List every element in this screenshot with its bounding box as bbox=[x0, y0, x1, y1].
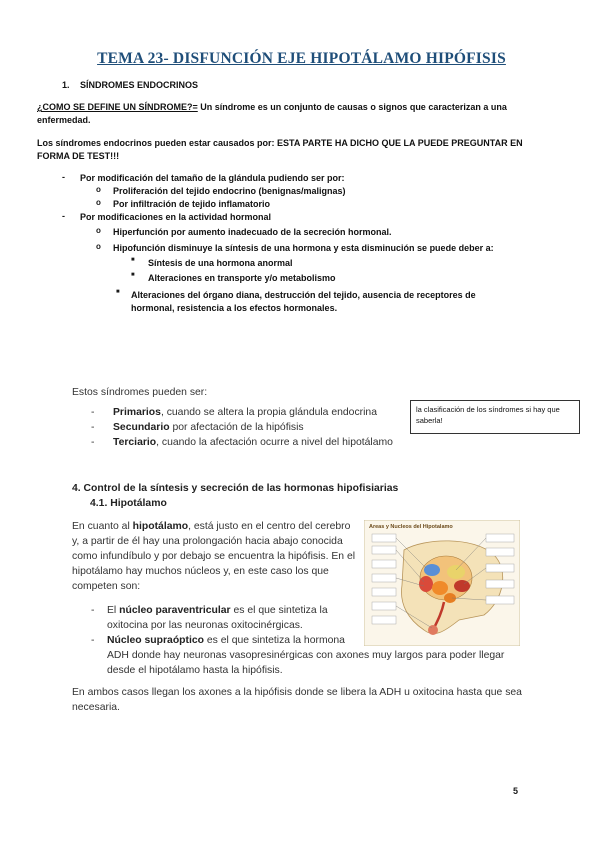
type-desc: por afectación de la hipófisis bbox=[169, 422, 304, 433]
causes-line: FORMA DE TEST!!! bbox=[37, 151, 120, 161]
section-1-heading bbox=[62, 79, 198, 92]
text-run: El bbox=[107, 605, 120, 616]
square-bullet: ■ bbox=[131, 257, 135, 263]
square-bullet: ■ bbox=[131, 272, 135, 278]
dash-bullet: - bbox=[91, 437, 95, 448]
figure-title: Areas y Nucleos del Hipotalamo bbox=[369, 524, 453, 530]
text-line: En ambos casos llegan los axones a la hipófisis donde se libera la ADH u oxitocina hasta que sea bbox=[72, 687, 522, 698]
list-item: Alteraciones en transporte y/o metabolismo bbox=[148, 273, 336, 283]
list-item: Por modificación del tamaño de la glándula pudiendo ser por: bbox=[80, 173, 345, 183]
list-item: Por modificaciones en la actividad hormonal bbox=[80, 212, 272, 222]
text-line: como infundíbulo y por debajo se encuentra la hipófisis. En el bbox=[72, 551, 356, 562]
types-intro: Estos síndromes pueden ser: bbox=[72, 387, 208, 398]
type-item-primary bbox=[113, 405, 377, 420]
section-4-1-heading: 4.1. Hipotálamo bbox=[90, 498, 167, 509]
definition-question: ¿COMO SE DEFINE UN SÍNDROME?= bbox=[37, 102, 198, 112]
section-number: 1. bbox=[62, 80, 70, 90]
text-run: es el que sintetiza la bbox=[230, 605, 328, 616]
text-line: y, a partir de él hay una prolongación hacia abajo conocida bbox=[72, 536, 343, 547]
hypothalamus-paragraph bbox=[72, 519, 358, 594]
list-item bbox=[131, 289, 571, 315]
circle-bullet: o bbox=[96, 185, 101, 194]
definition-answer-cont: enfermedad. bbox=[37, 115, 91, 125]
dash-bullet: - bbox=[62, 211, 65, 221]
page-number: 5 bbox=[513, 786, 519, 796]
circle-bullet: o bbox=[96, 226, 101, 235]
hypothalamus-figure bbox=[364, 520, 520, 646]
dash-bullet: - bbox=[91, 422, 95, 433]
type-item-secondary bbox=[113, 420, 304, 435]
section-4-heading: 4. Control de la síntesis y secreción de las hormonas hipofisiarias bbox=[72, 483, 399, 494]
type-name: Terciario bbox=[113, 437, 157, 448]
text-line: desde el hipotálamo hasta la hipófisis. bbox=[107, 665, 283, 676]
page-title: TEMA 23- DISFUNCIÓN EJE HIPOTÁLAMO HIPÓFISIS bbox=[97, 50, 506, 67]
text-run-bold: hipotálamo bbox=[132, 521, 189, 532]
paraventricular-item bbox=[107, 603, 357, 633]
section-title: SÍNDROMES ENDOCRINOS bbox=[80, 80, 199, 90]
list-item-line: Alteraciones del órgano diana, destrucción del tejido, ausencia de receptores de bbox=[131, 290, 476, 300]
definition-paragraph bbox=[37, 101, 567, 127]
circle-bullet: o bbox=[96, 242, 101, 251]
text-line: competen son: bbox=[72, 581, 141, 592]
text-run-bold: núcleo paraventricular bbox=[119, 605, 231, 616]
type-desc: , cuando se altera la propia glándula endocrina bbox=[160, 407, 377, 418]
note-box: la clasificación de los síndromes si hay que saberla! bbox=[410, 400, 580, 434]
text-line: ADH donde hay neuronas vasopresinérgicas con axones muy largos para poder llegar bbox=[107, 650, 505, 661]
dash-bullet: - bbox=[62, 172, 65, 182]
text-run-bold: Núcleo supraóptico bbox=[107, 635, 204, 646]
definition-answer: Un síndrome es un conjunto de causas o signos que caracterizan a una bbox=[200, 102, 507, 112]
list-item: Síntesis de una hormona anormal bbox=[148, 258, 293, 268]
text-run: , está justo en el centro del cerebro bbox=[188, 521, 351, 532]
final-paragraph bbox=[72, 685, 572, 715]
dash-bullet: - bbox=[91, 407, 95, 418]
type-name: Primarios bbox=[113, 407, 161, 418]
list-item: Proliferación del tejido endocrino (benignas/malignas) bbox=[113, 186, 346, 196]
dash-bullet: - bbox=[91, 605, 95, 616]
text-run: En cuanto al bbox=[72, 521, 133, 532]
causes-paragraph bbox=[37, 137, 577, 163]
text-line: oxitocina por las neuronas oxitocinérgicas. bbox=[107, 620, 303, 631]
dash-bullet: - bbox=[91, 635, 95, 646]
list-item: Por infiltración de tejido inflamatorio bbox=[113, 199, 271, 209]
type-desc: , cuando la afectación ocurre a nivel del hipotálamo bbox=[156, 437, 393, 448]
list-item-line: hormonal, resistencia a los efectos hormonales. bbox=[131, 303, 338, 313]
list-item: Hiperfunción por aumento inadecuado de la secreción hormonal. bbox=[113, 227, 392, 237]
text-run: es el que sintetiza la hormona bbox=[204, 635, 345, 646]
causes-line: Los síndromes endocrinos pueden estar causados por: ESTA PARTE HA DICHO QUE LA PUEDE PREGUNTAR EN bbox=[37, 138, 523, 148]
square-bullet: ■ bbox=[116, 289, 120, 295]
text-line: necesaria. bbox=[72, 702, 120, 713]
type-item-tertiary bbox=[113, 435, 393, 450]
type-name: Secundario bbox=[113, 422, 170, 433]
list-item: Hipofunción disminuye la síntesis de una hormona y esta disminución se puede deber a: bbox=[113, 243, 494, 253]
text-line: hipotálamo hay muchos núcleos y, en este caso los que bbox=[72, 566, 329, 577]
circle-bullet: o bbox=[96, 198, 101, 207]
